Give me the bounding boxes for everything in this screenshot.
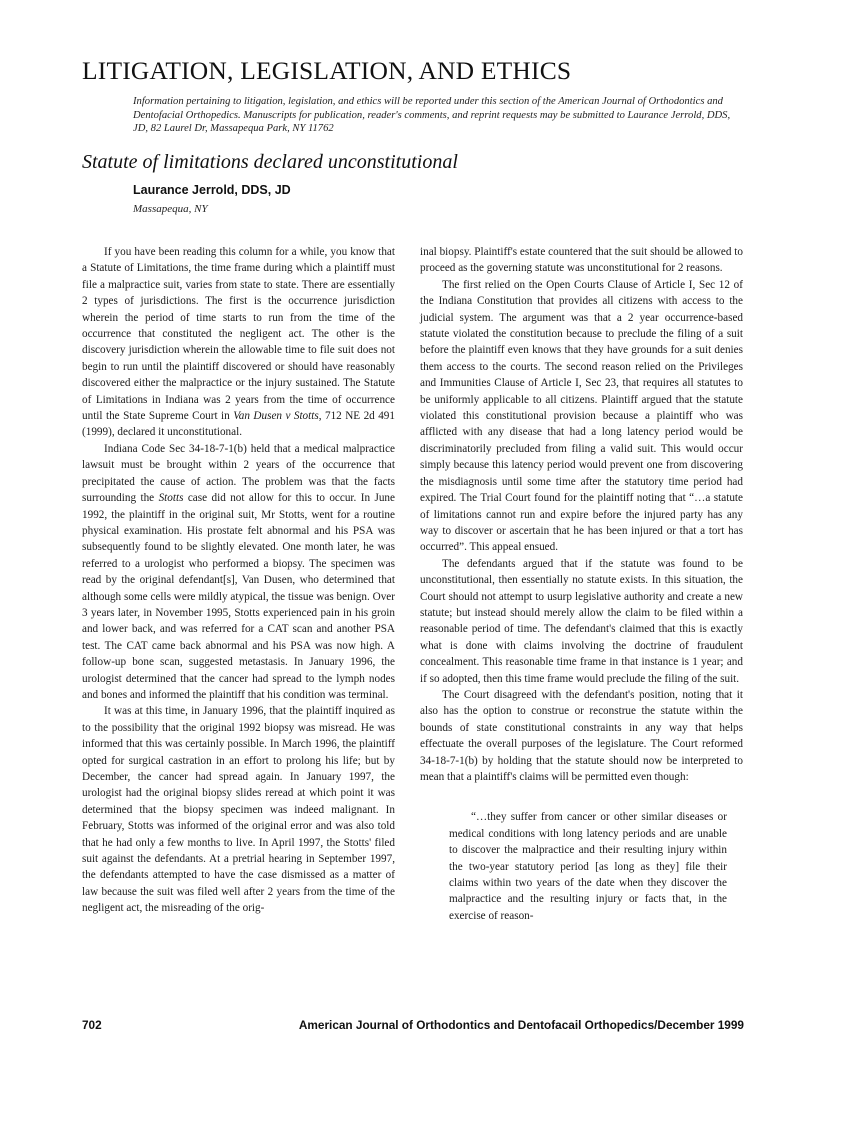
text-run: If you have been reading this column for a while, you know that a Statute of Limitations, the time frame during which a plaintiff must file a malpractice suit, varies from state to state. There are essentially 2 types of jurisdictions. The first is the occurrence jurisdiction wherein the period of time starts to run from the time of the occurrence that constituted the negligent act. The other is the discovery jurisdiction wherein the allowable time to file suit does not begin to run until the plaintiff discovered or should have reasonably discovered either the malpractice or the injury sustained. The Statute of Limitations in Indiana was 2 years from the time of occurrence until the State Supreme Court in xyxy=(82,246,395,423)
left-column xyxy=(82,244,395,917)
page-number: 702 xyxy=(82,1018,102,1032)
paragraph: It was at this time, in January 1996, that the plaintiff inquired as to the possibility that the original 1992 biopsy was misread. He was informed that this was certainly possible. In March 1996, the plaintiff opted for surgical castration in an effort to prolong his life; but by December, the cancer had spread again. In January 1997, the urologist had the original biopsy slides reread at which point it was determined that the biopsy specimen was indeed malignant. In February, Stotts was informed of the original error and was also told that he had only a few months to live. In April 1997, the Stotts' filed suit against the defendants. At a pretrial hearing in September 1997, the defendants attempted to have the case dismissed as a matter of law because the suit was filed well after 2 years from the time of the negligent act, the misreading of the orig- xyxy=(82,705,395,915)
text-run: , 712 NE 2d 491 (1999), declared it unconstitutional. xyxy=(82,410,395,439)
block-quote: “…they suffer from cancer or other similar diseases or medical conditions with long latency periods and are unable to discover the malpractice and their resulting injury within the two-year statutory period [as long as they] file their claims within two years of the date when they discover the malpractice and the resulting injury or facts that, in the exercise of reason- xyxy=(449,811,727,922)
section-title: LITIGATION, LEGISLATION, AND ETHICS xyxy=(82,56,572,85)
paragraph xyxy=(82,244,395,441)
section-intro: Information pertaining to litigation, legislation, and ethics will be reported under this section of the American Journal of Orthodontics and Dentofacial Orthopedics. Manuscripts for publication, reader's comments, and reprint requests may be submitted to Laurance Jerrold, DDS, JD, 82 Laurel Dr, Massapequa Park, NY 11762 xyxy=(133,96,731,135)
right-column xyxy=(420,244,743,924)
author-name: Laurance Jerrold, DDS, JD xyxy=(133,183,291,197)
case-citation: Van Dusen v Stotts xyxy=(233,410,319,423)
case-citation: Stotts xyxy=(158,492,184,505)
paragraph: The defendants argued that if the statute was found to be unconstitutional, then essentially no statute exists. In this situation, the Court should not attempt to usurp legislative authority and create a new statute; but instead should merely allow the claim to be filed within a reasonable period of time. The defendant's claimed that this is exactly what is done with claims involving the doctrine of fraudulent concealment. This reasonable time frame in that instance is 1 year; and if so adopted, then this time frame would preclude the filing of the suit. xyxy=(420,557,743,685)
author-affiliation: Massapequa, NY xyxy=(133,203,208,215)
paragraph: inal biopsy. Plaintiff's estate countered that the suit should be allowed to proceed as the governing statute was unconstitutional for 2 reasons. xyxy=(420,246,743,275)
article-title: Statute of limitations declared unconstitutional xyxy=(82,151,458,173)
text-run: case did not allow for this to occur. In June 1992, the plaintiff in the original suit, Mr Stotts, went for a routine physical examination. His prostate felt abnormal and his PSA was subsequently found to be slightly elevated. One month later, he was referred to a urologist who performed a biopsy. The specimen was read by the original defendant[s], Van Dusen, who determined that although some cells were mildly atypical, the tissue was benign. Over 3 years later, in November 1995, Stotts experienced pain in his groin and lower back, and was referred for a CAT scan and another PSA test. The CAT came back abnormal and his PSA was now high. A follow-up bone scan, suggested metastasis. In January 1996, the urologist determined that the cancer had spread to the lymph nodes and bones and informed the plaintiff that his condition was terminal. xyxy=(82,492,395,701)
paragraph: The first relied on the Open Courts Clause of Article I, Sec 12 of the Indiana Constitution that provides all citizens with access to the judicial system. The argument was that a 2 year occurrence-based statute violated the constitution because to preclude the filing of a suit before the plaintiff even knows that they have grounds for a suit denies them access to the courts. The second reason relied on the Privileges and Immunities Clause of Article I, Sec 23, that requires all statutes to be uniformly applicable to all citizens. Plaintiff argued that the statute violated this constitutional provision because a plaintiff who was afflicted with any disease that had a long latency period would be discriminatorily precluded from filing a valid suit. This would occur simply because this latency period would prevent one from discovering the misdiagnosis until some time after the statutory time period had expired. The Trial Court found for the plaintiff noting that “…a statute of limitations cannot run and expire before the injured party has any way to discover or ascertain that he has been injured or that a tort has occurred”. This appeal ensued. xyxy=(420,278,743,554)
paragraph: The Court disagreed with the defendant's position, noting that it also has the option to construe or reconstrue the statute within the bounds of state constitutional constraints in any way that helps effectuate the overall purposes of the legislature. The Court reformed 34-18-7-1(b) by holding that the statute should now be interpreted to mean that a plaintiff's claims will be permitted even though: xyxy=(420,688,743,783)
paragraph xyxy=(82,441,395,704)
journal-citation: American Journal of Orthodontics and Dentofacail Orthopedics/December 1999 xyxy=(298,1018,744,1032)
text-run: Indiana Code Sec 34-18-7-1(b) held that a medical malpractice lawsuit must be brought within 2 years of the occurrence that precipitated the cause of action. The problem was that the facts surrounding the xyxy=(82,442,395,505)
